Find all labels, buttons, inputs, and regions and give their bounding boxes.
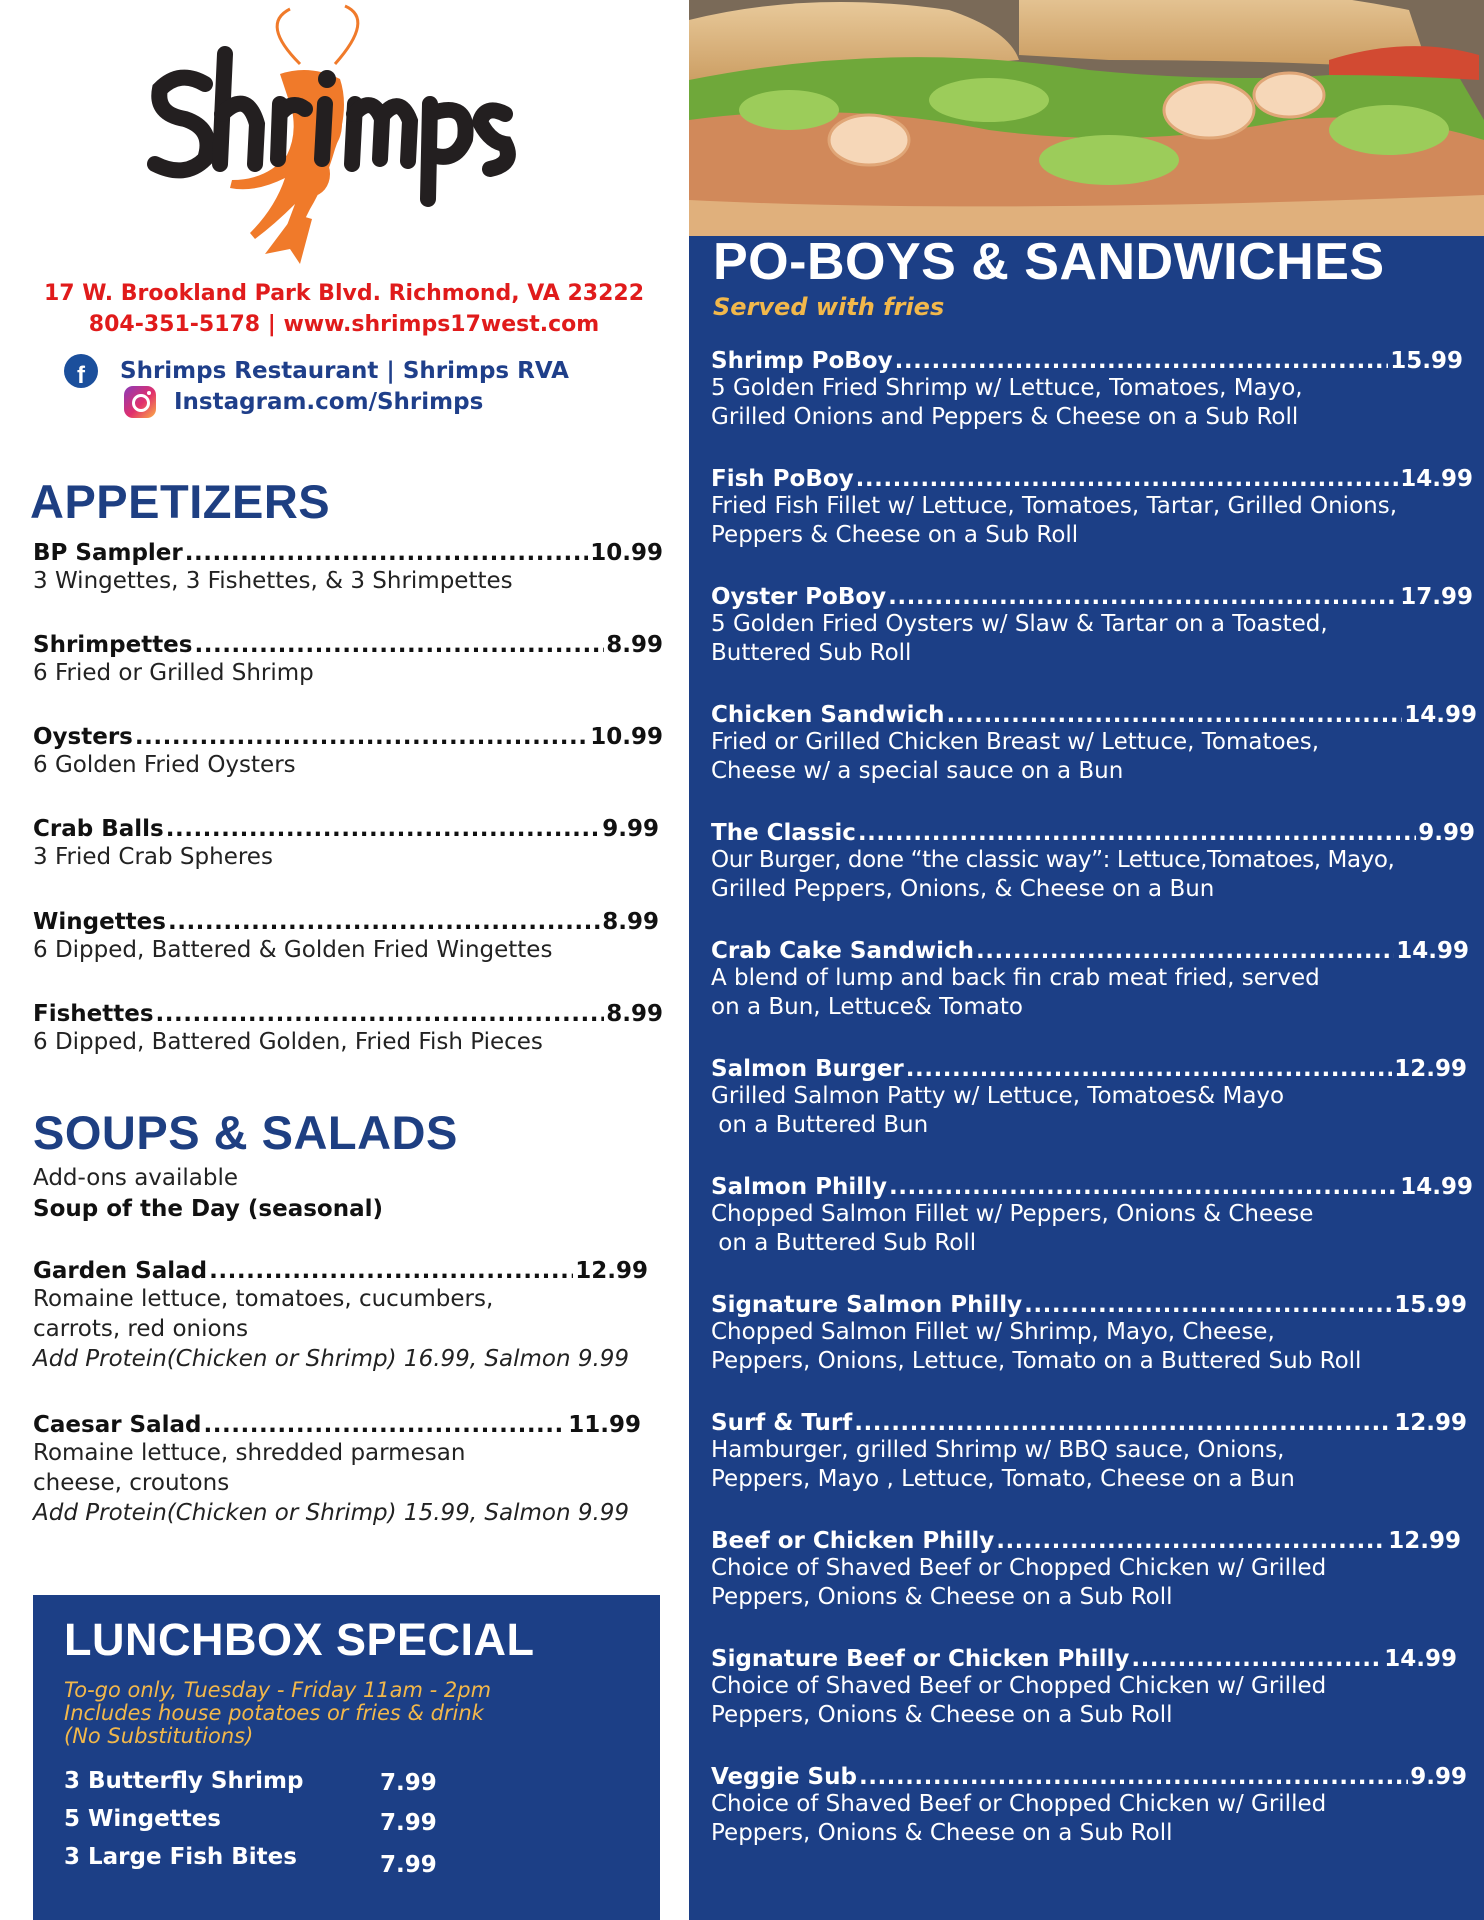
item-desc: 6 Golden Fried Oysters xyxy=(33,752,296,778)
item-price: 12.99 xyxy=(1394,1410,1467,1436)
item-desc: 6 Dipped, Battered & Golden Fried Wingettes xyxy=(33,937,553,963)
item-desc: 3 Fried Crab Spheres xyxy=(33,844,273,870)
item-desc: Fried or Grilled Chicken Breast w/ Lettuce, Tomatoes, xyxy=(711,729,1320,755)
protein-addon: Add Protein(Chicken or Shrimp) 16.99, Salmon 9.99 xyxy=(33,1346,630,1372)
lunchbox-note: (No Substitutions) xyxy=(64,1724,254,1748)
appetizer-item xyxy=(33,816,659,872)
facebook-label: Shrimps Restaurant | Shrimps RVA xyxy=(120,358,569,384)
lunchbox-note: Includes house potatoes or fries & drink xyxy=(64,1701,484,1725)
lunchbox-item-name: 5 Wingettes xyxy=(64,1806,221,1832)
item-desc: on a Buttered Bun xyxy=(711,1112,929,1138)
item-desc: Grilled Peppers, Onions, & Cheese on a Bun xyxy=(711,876,1215,902)
sandwich-item xyxy=(711,466,1473,550)
left-column xyxy=(0,0,688,1920)
item-name: Surf & Turf xyxy=(711,1410,853,1436)
item-name: Caesar Salad xyxy=(33,1412,202,1438)
item-price: 15.99 xyxy=(1390,348,1463,374)
item-desc: Chopped Salmon Fillet w/ Peppers, Onions & Cheese xyxy=(711,1201,1314,1227)
item-price: 14.99 xyxy=(1404,702,1477,728)
sandwich-item xyxy=(711,1056,1467,1140)
facebook-icon: f xyxy=(64,354,98,388)
item-name: Garden Salad xyxy=(33,1258,208,1284)
sandwich-item xyxy=(711,1646,1457,1730)
item-name: Crab Cake Sandwich xyxy=(711,938,974,964)
item-desc: carrots, red onions xyxy=(33,1316,249,1342)
sandwich-item xyxy=(711,584,1473,668)
sandwich-item xyxy=(711,348,1463,432)
sandwich-item xyxy=(711,1174,1473,1258)
shrimps-logo xyxy=(130,4,550,264)
sandwich-item xyxy=(711,820,1475,904)
item-price: 14.99 xyxy=(1384,1646,1457,1672)
item-desc: 5 Golden Fried Oysters w/ Slaw & Tartar on a Toasted, xyxy=(711,611,1328,637)
item-name: Oysters xyxy=(33,724,133,750)
item-name: Wingettes xyxy=(33,909,166,935)
item-desc: A blend of lump and back fin crab meat fried, served xyxy=(711,965,1320,991)
sandwich-item xyxy=(711,1410,1467,1494)
item-desc: on a Bun, Lettuce& Tomato xyxy=(711,994,1023,1020)
item-price: 14.99 xyxy=(1400,466,1473,492)
sandwich-item xyxy=(711,938,1469,1022)
item-desc: Romaine lettuce, tomatoes, cucumbers, xyxy=(33,1286,494,1312)
item-price: 17.99 xyxy=(1400,584,1473,610)
salad-item xyxy=(33,1412,641,1528)
item-desc: Peppers & Cheese on a Sub Roll xyxy=(711,522,1079,548)
soup-of-day: Soup of the Day (seasonal) xyxy=(33,1196,384,1222)
addons-note: Add-ons available xyxy=(33,1165,239,1191)
item-name: Salmon Burger xyxy=(711,1056,904,1082)
item-desc: cheese, croutons xyxy=(33,1470,230,1496)
lunchbox-heading: LUNCHBOX SPECIAL xyxy=(64,1614,535,1665)
item-name: Signature Salmon Philly xyxy=(711,1292,1023,1318)
instagram-label: Instagram.com/Shrimps xyxy=(174,389,484,415)
item-desc: Romaine lettuce, shredded parmesan xyxy=(33,1440,466,1466)
appetizer-item xyxy=(33,540,663,596)
item-price: 11.99 xyxy=(568,1412,641,1438)
lunchbox-item-name: 3 Large Fish Bites xyxy=(64,1844,297,1870)
item-name: Signature Beef or Chicken Philly xyxy=(711,1646,1130,1672)
item-name: Crab Balls xyxy=(33,816,164,842)
item-price: 14.99 xyxy=(1400,1174,1473,1200)
item-desc: 6 Fried or Grilled Shrimp xyxy=(33,660,314,686)
item-name: Shrimpettes xyxy=(33,632,193,658)
item-name: Shrimp PoBoy xyxy=(711,348,893,374)
item-name: Fishettes xyxy=(33,1001,154,1027)
lunchbox-item-price: 7.99 xyxy=(380,1770,437,1796)
item-desc: Grilled Salmon Patty w/ Lettuce, Tomatoes& Mayo xyxy=(711,1083,1285,1109)
item-price: 8.99 xyxy=(602,909,659,935)
item-desc: 3 Wingettes, 3 Fishettes, & 3 Shrimpettes xyxy=(33,568,513,594)
item-price: 15.99 xyxy=(1394,1292,1467,1318)
item-name: Salmon Philly xyxy=(711,1174,887,1200)
item-price: 10.99 xyxy=(590,540,663,566)
protein-addon: Add Protein(Chicken or Shrimp) 15.99, Salmon 9.99 xyxy=(33,1500,630,1526)
item-name: Veggie Sub xyxy=(711,1764,857,1790)
item-desc: Grilled Onions and Peppers & Cheese on a Sub Roll xyxy=(711,404,1299,430)
item-price: 9.99 xyxy=(1410,1764,1467,1790)
item-desc: Cheese w/ a special sauce on a Bun xyxy=(711,758,1124,784)
soups-salads-heading: SOUPS & SALADS xyxy=(33,1106,458,1159)
item-name: The Classic xyxy=(711,820,856,846)
lunchbox-item-price: 7.99 xyxy=(380,1810,437,1836)
item-desc: Peppers, Onions & Cheese on a Sub Roll xyxy=(711,1702,1173,1728)
item-price: 10.99 xyxy=(590,724,663,750)
item-price: 12.99 xyxy=(1394,1056,1467,1082)
address: 17 W. Brookland Park Blvd. Richmond, VA 23222 xyxy=(43,281,645,306)
item-desc: on a Buttered Sub Roll xyxy=(711,1230,977,1256)
item-name: Fish PoBoy xyxy=(711,466,854,492)
appetizer-item xyxy=(33,909,659,965)
item-price: 9.99 xyxy=(602,816,659,842)
item-name: Beef or Chicken Philly xyxy=(711,1528,995,1554)
right-column xyxy=(689,0,1484,1920)
poboys-heading: PO-BOYS & SANDWICHES xyxy=(713,233,1385,291)
item-desc: 5 Golden Fried Shrimp w/ Lettuce, Tomatoes, Mayo, xyxy=(711,375,1303,401)
item-price: 12.99 xyxy=(575,1258,648,1284)
appetizers-heading: APPETIZERS xyxy=(30,475,331,528)
item-desc: Fried Fish Fillet w/ Lettuce, Tomatoes, Tartar, Grilled Onions, xyxy=(711,493,1398,519)
item-desc: Choice of Shaved Beef or Chopped Chicken w/ Grilled xyxy=(711,1555,1327,1581)
item-desc: Chopped Salmon Fillet w/ Shrimp, Mayo, Cheese, xyxy=(711,1319,1275,1345)
instagram-link[interactable] xyxy=(124,386,483,418)
item-price: 14.99 xyxy=(1396,938,1469,964)
appetizer-item xyxy=(33,1001,663,1057)
item-name: BP Sampler xyxy=(33,540,183,566)
item-desc: 6 Dipped, Battered Golden, Fried Fish Pieces xyxy=(33,1029,543,1055)
facebook-link[interactable] xyxy=(64,354,569,388)
item-desc: Peppers, Onions & Cheese on a Sub Roll xyxy=(711,1584,1173,1610)
lunchbox-note: To-go only, Tuesday - Friday 11am - 2pm xyxy=(64,1678,492,1702)
item-desc: Our Burger, done “the classic way”: Lettuce,Tomatoes, Mayo, xyxy=(711,847,1395,873)
lunchbox-item-price: 7.99 xyxy=(380,1852,437,1878)
item-desc: Peppers, Onions, Lettuce, Tomato on a Buttered Sub Roll xyxy=(711,1348,1362,1374)
item-desc: Hamburger, grilled Shrimp w/ BBQ sauce, Onions, xyxy=(711,1437,1285,1463)
appetizer-item xyxy=(33,632,663,688)
phone-website[interactable]: 804-351-5178 | www.shrimps17west.com xyxy=(88,312,600,337)
poboys-subtitle: Served with fries xyxy=(713,293,945,321)
lunchbox-item-name: 3 Butterfly Shrimp xyxy=(64,1768,304,1794)
item-price: 9.99 xyxy=(1418,820,1475,846)
item-name: Oyster PoBoy xyxy=(711,584,887,610)
sandwich-item xyxy=(711,1764,1467,1848)
instagram-icon xyxy=(124,386,156,418)
sandwich-photo xyxy=(689,0,1484,236)
item-desc: Buttered Sub Roll xyxy=(711,640,912,666)
item-desc: Peppers, Onions & Cheese on a Sub Roll xyxy=(711,1820,1173,1846)
item-name: Chicken Sandwich xyxy=(711,702,945,728)
item-desc: Choice of Shaved Beef or Chopped Chicken w/ Grilled xyxy=(711,1791,1327,1817)
item-price: 8.99 xyxy=(606,1001,663,1027)
item-price: 8.99 xyxy=(606,632,663,658)
lunchbox-panel xyxy=(33,1595,660,1920)
sandwich-item xyxy=(711,1528,1461,1612)
sandwich-item xyxy=(711,1292,1467,1376)
salad-item xyxy=(33,1258,648,1374)
item-price: 12.99 xyxy=(1388,1528,1461,1554)
appetizer-item xyxy=(33,724,663,780)
item-desc: Choice of Shaved Beef or Chopped Chicken w/ Grilled xyxy=(711,1673,1327,1699)
sandwich-item xyxy=(711,702,1477,786)
item-desc: Peppers, Mayo , Lettuce, Tomato, Cheese on a Bun xyxy=(711,1466,1295,1492)
